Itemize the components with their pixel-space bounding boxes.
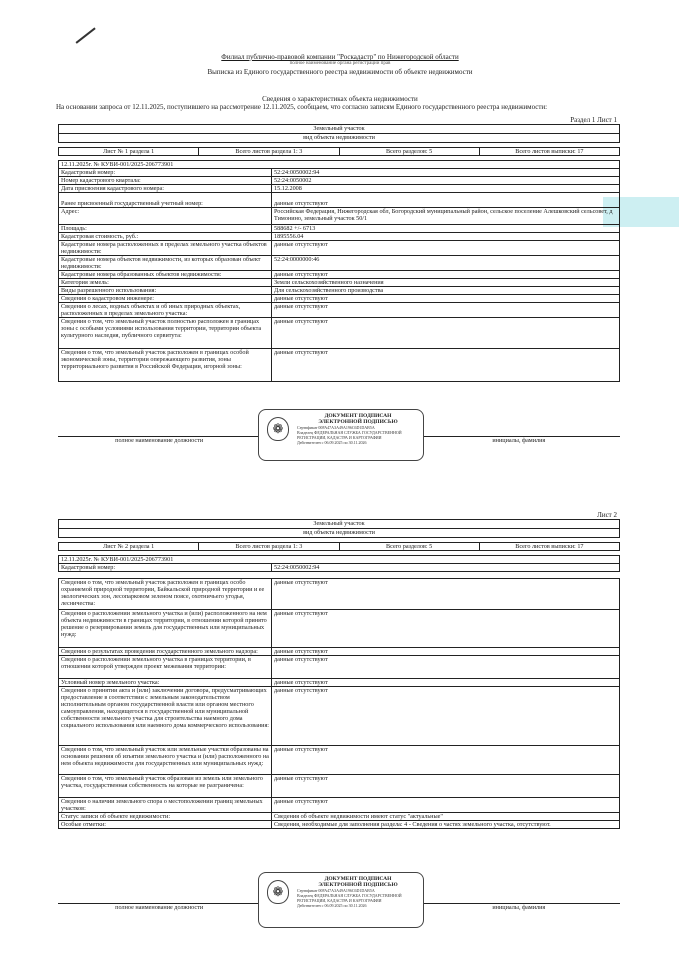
table-row: Кадастровый номер: 52:24:0050002:94 [59,169,620,177]
table-row: Сведения о том, что земельный участок расположен в границах особой экономической зоны, территории опережающего развития, зоны территориального развития в Российской Федерации, игорной зоны: данные отсутствуют [59,349,620,382]
table-row: Кадастровые номера объектов недвижимости, из которых образован объект недвижимости: 52:24:0000000:46 [59,256,620,271]
sheet-marker: Раздел 1 Лист 1 [570,116,617,124]
sheet-marker-2: Лист 2 [597,511,617,519]
table-row: Сведения о том, что земельный участок расположен в границах особо охраняемой природной территории, Байкальской природной территории и ее экологических зон, лесопарковом зеленом поясе, охотничьего угодья, лесничества: данные отсутствуют [59,579,620,610]
sheet-number: Лист № 2 раздела 1 [59,543,199,551]
sheets-total: Всего листов выписки: 17 [479,543,619,551]
e-signature-stamp: ❁ ДОКУМЕНТ ПОДПИСАН ЭЛЕКТРОННОЙ ПОДПИСЬЮ Сертификат 00FA47A3A49A196C6D1DAB5A Владелец ФЕДЕРАЛЬНАЯ СЛУЖБА ГОСУДАРСТВЕННОЙ РЕГИСТРАЦИИ, КАДАСТРА И КАРТОГРАФИИ Действителен с 06.09.2025 по 30.11.2026 [258,409,424,461]
emblem-icon: ❁ [267,417,289,441]
table-row: Сведения о том, что земельный участок или земельные участки образованы на основании решения об изъятии земельного участка и (или) расположенного на нем объекта недвижимости для государственных или муниципальных нужд: данные отсутствуют [59,746,620,775]
table-row: Условный номер земельного участка: данные отсутствуют [59,679,620,687]
table-row: Дата присвоения кадастрового номера: 15.12.2008 [59,185,620,193]
request-number: 12.11.2025г. № КУВИ-001/2025-206773901 [59,556,620,564]
table-row: Кадастровые номера расположенных в пределах земельного участка объектов недвижимости: данные отсутствуют [59,241,620,256]
sheets-total: Всего листов выписки: 17 [479,148,619,156]
table-row: Сведения о том, что земельный участок образован из земель или земельного участка, государственная собственность на которые не разграничена: данные отсутствуют [59,775,620,798]
table-row: Особые отметки: Сведения, необходимые для заполнения раздела: 4 - Сведения о частях земельного участка, отсутствуют. [59,821,620,829]
sections-total: Всего разделов: 5 [339,148,479,156]
request-number: 12.11.2025г. № КУВИ-001/2025-206773901 [59,161,620,169]
emblem-icon: ❁ [267,880,289,904]
sheets-in-section: Всего листов раздела 1: 3 [199,543,339,551]
table-row: Сведения о том, что земельный участок полностью расположен в границах зоны с особыми условиями использования территории, территории объекта культурного наследия, публичного сервитута: данные отсутствуют [59,318,620,349]
e-signature-stamp-2: ❁ ДОКУМЕНТ ПОДПИСАН ЭЛЕКТРОННОЙ ПОДПИСЬЮ Сертификат 00FA47A3A49A196C6D1DAB5A Владелец ФЕДЕРАЛЬНАЯ СЛУЖБА ГОСУДАРСТВЕННОЙ РЕГИСТРАЦИИ, КАДАСТРА И КАРТОГРАФИИ Действителен с 06.09.2025 по 30.11.2026 [258,872,424,928]
table-row: Адрес: Российская Федерация, Нижегородская обл, Богородский муниципальный район, сельское поселение Алешковский сельсовет, д Тимонино, земельный участок 50/1 [59,208,620,225]
table-row: Сведения о расположении земельного участка и (или) расположенного на нем объекта недвижимости в границах территории, в отношении которой принято решение о резервировании земель для государственных или муниципальных нужд: данные отсутствуют [59,610,620,648]
table-row: Ранее присвоенный государственный учетный номер: данные отсутствуют [59,193,620,208]
document-title: Выписка из Единого государственного реестра недвижимости об объекте недвижимости [207,68,473,76]
object-type: Земельный участок [59,125,620,134]
table-row: Площадь: 588682 +/- 6713 [59,225,620,233]
table-row: Категория земель: Земли сельскохозяйственного назначения [59,279,620,287]
table-row: Сведения о лесах, водных объектах и об иных природных объектах, расположенных в пределах земельного участка: данные отсутствуют [59,303,620,318]
position-label: полное наименование должности [58,437,260,445]
object-type: Земельный участок [59,520,620,529]
characteristics-table-2 [58,555,620,829]
name-label: инициалы, фамилия [418,437,620,445]
org-name: Филиал публично-правовой компании "Роскадастр" по Нижегородской области [221,53,459,61]
sections-total: Всего разделов: 5 [339,543,479,551]
position-label: полное наименование должности [58,904,260,912]
section-title: Сведения о характеристиках объекта недвижимости [262,95,418,103]
table-row: Сведения о наличии земельного спора о местоположении границ земельных участков: данные отсутствуют [59,798,620,813]
table-row: Сведения о результатах проведения государственного земельного надзора: данные отсутствуют [59,648,620,656]
table-row: Кадастровая стоимость, руб.: 1895556.04 [59,233,620,241]
table-row: Сведения о кадастровом инженере: данные отсутствуют [59,295,620,303]
sheets-in-section: Всего листов раздела 1: 3 [199,148,339,156]
table-row: Номер кадастрового квартала: 52:24:0050002 [59,177,620,185]
pen-mark [76,27,96,43]
table-row: Кадастровые номера образованных объектов недвижимости: данные отсутствуют [59,271,620,279]
object-type-note: вид объекта недвижимости [59,529,620,538]
characteristics-table-1 [58,160,620,382]
basis-text: На основании запроса от 12.11.2025, поступившего на рассмотрение 12.11.2025, сообщаем, что согласно записям Единого государственного реестра недвижимости: [56,103,548,111]
table-row: Сведения о расположении земельного участка в границах территории, в отношении которой утвержден проект межевания территории: данные отсутствуют [59,656,620,679]
table-row: Статус записи об объекте недвижимости: Сведения об объекте недвижимости имеют статус "актуальные" [59,813,620,821]
name-label: инициалы, фамилия [418,904,620,912]
object-type-note: вид объекта недвижимости [59,134,620,143]
sheet-number: Лист № 1 раздела 1 [59,148,199,156]
table-row: Сведения о принятии акта и (или) заключении договора, предусматривающих предоставление в соответствии с земельным законодательством исполнительным органом государственной власти или органом местного самоуправления, находящегося в государственной или муниципальной собственности земельного участка для строительства наемного дома социального использования или наемного дома коммерческого использования: данные отсутствуют [59,687,620,746]
table-row: Виды разрешенного использования: Для сельскохозяйственного производства [59,287,620,295]
object-type-block-2 [58,519,620,551]
org-note: полное наименование органа регистрации прав [289,61,391,66]
table-row: Кадастровый номер: 52:24:0050002:94 [59,564,620,572]
object-type-block [58,124,620,156]
